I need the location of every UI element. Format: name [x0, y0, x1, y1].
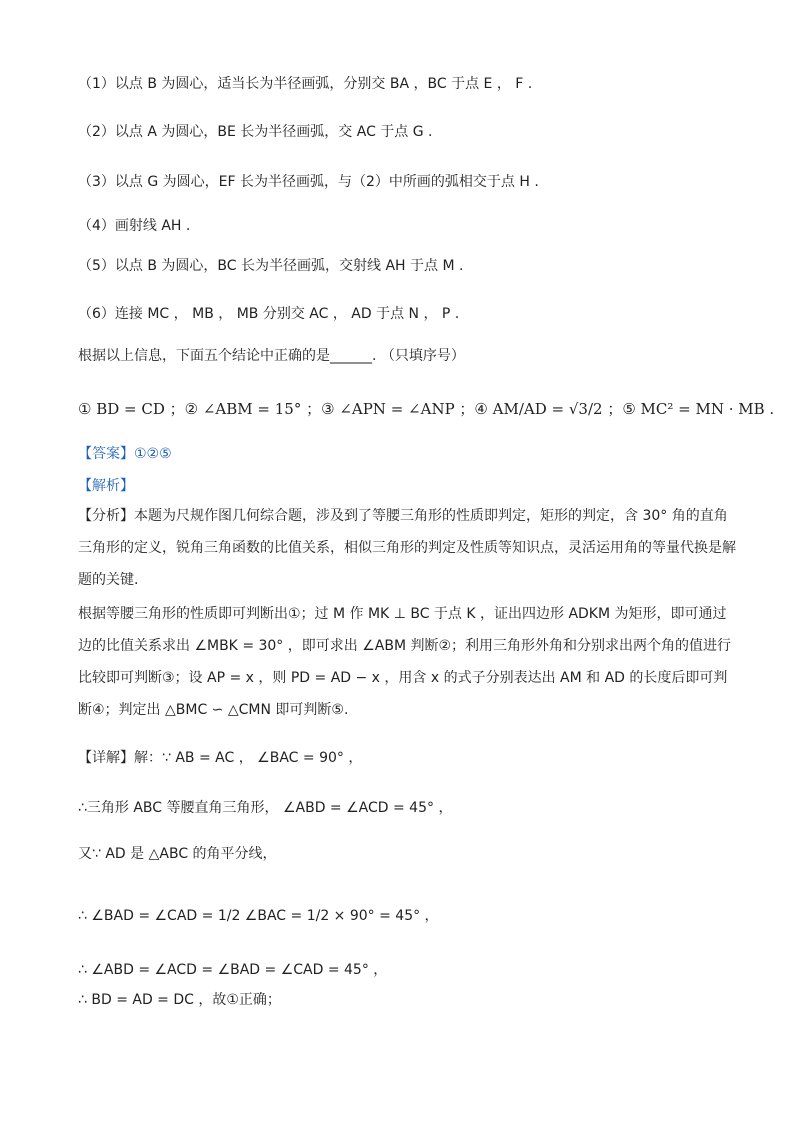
- step-4: （4）画射线 AH .: [78, 218, 191, 234]
- question-prompt: 根据以上信息，下面五个结论中正确的是______. （只填序号）: [78, 348, 465, 364]
- detail-line-6: ∴ BD = AD = DC ，故①正确；: [78, 992, 281, 1008]
- analysis-approach: 根据等腰三角形的性质即可判断出①；过 M 作 MK ⊥ BC 于点 K ，证出四边形 ADKM 为矩形，即可通过边的比值关系求出 ∠MBK = 30° ，即可求出 ∠ABM 判断②；利用三角形外角和分别求出两个角的值进行比较即可判断③；设 AP = x ，则 PD = AD − x ，用含 x 的式子分别表达出 AM 和 AD 的长度后即可判断④；判定出 △BMC ∽ △CMN 即可判断⑤.: [78, 606, 732, 718]
- step-3: （3）以点 G 为圆心，EF 长为半径画弧，与（2）中所画的弧相交于点 H .: [78, 174, 539, 190]
- step-5: （5）以点 B 为圆心，BC 长为半径画弧，交射线 AH 于点 M .: [78, 258, 464, 274]
- detail-line-5: ∴ ∠ABD = ∠ACD = ∠BAD = ∠CAD = 45° ，: [78, 962, 388, 978]
- detail-line-4: ∴ ∠BAD = ∠CAD = 1/2 ∠BAC = 1/2 × 90° = 45° ，: [78, 908, 439, 924]
- step-2: （2）以点 A 为圆心，BE 长为半径画弧，交 AC 于点 G .: [78, 124, 433, 140]
- step-6: （6）连接 MC ， MB ， MB 分别交 AC ， AD 于点 N ， P .: [78, 306, 460, 322]
- detail-line-3: 又∵ AD 是 △ABC 的角平分线，: [78, 846, 277, 862]
- analysis-summary: 【分析】本题为尺规作图几何综合题，涉及到了等腰三角形的性质即判定，矩形的判定，含 30° 角的直角三角形的定义，锐角三角函数的比值关系，相似三角形的判定及性质等知识点，灵活运用角的等量代换是解题的关键.: [78, 508, 736, 588]
- analysis-heading: 【解析】: [78, 478, 134, 494]
- conclusion-options: ① BD = CD ；② ∠ABM = 15° ；③ ∠APN = ∠ANP ；④ AM/AD = √3/2 ；⑤ MC² = MN · MB .: [78, 400, 775, 418]
- detail-line-2: ∴三角形 ABC 等腰直角三角形， ∠ABD = ∠ACD = 45° ，: [78, 800, 453, 816]
- step-1: （1）以点 B 为圆心，适当长为半径画弧，分别交 BA ，BC 于点 E ， F .: [78, 76, 533, 92]
- answer-line: 【答案】①②⑤: [78, 446, 172, 462]
- detail-line-1: 【详解】解：∵ AB = AC ， ∠BAC = 90° ，: [78, 750, 363, 766]
